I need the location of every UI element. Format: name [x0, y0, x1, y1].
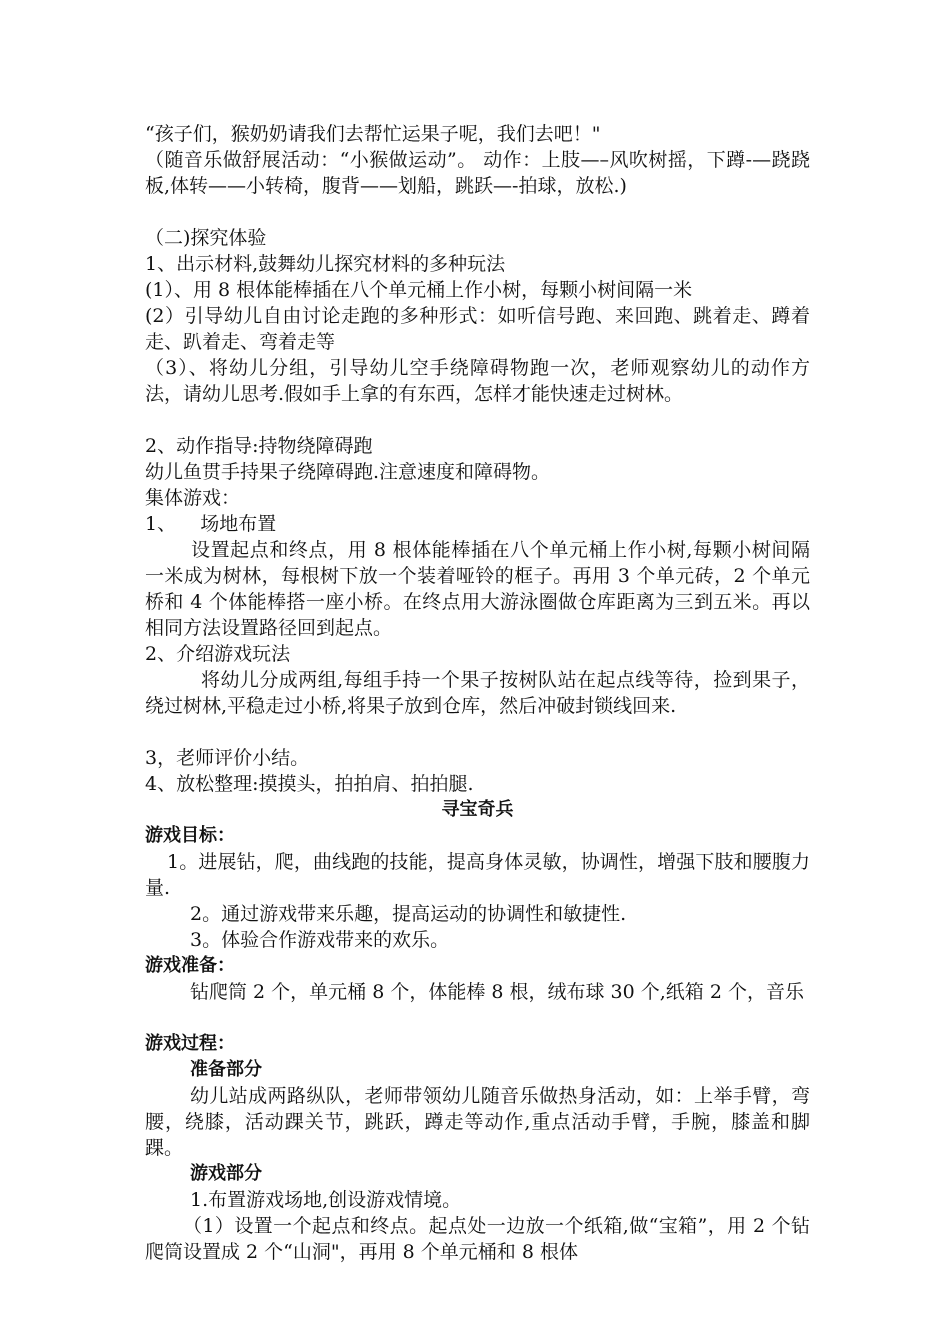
relax-line: 4、放松整理:摸摸头，拍拍肩、拍拍腿. [145, 773, 474, 795]
section-heading-explore: （二)探究体验 [145, 227, 267, 249]
intro-line: “孩子们，猴奶奶请我们去帮忙运果子呢，我们去吧！" [145, 123, 601, 145]
game-part-heading: 游戏部分 [190, 1163, 262, 1184]
step-1-item-3: （3）、将幼儿分组，引导幼儿空手绕障碍物跑一次，老师观察幼儿的动作方法，请幼儿思考.假如手上拿的有东西，怎样才能快速走过树林。 [145, 357, 810, 405]
evaluation-line: 3，老师评价小结。 [145, 747, 310, 769]
ready-heading: 准备部分 [190, 1059, 262, 1080]
rules-paragraph: 将幼儿分成两组,每组手持一个果子按树队站在起点线等待，捡到果子，绕过树林,平稳走过小桥,将果子放到仓库，然后冲破封锁线回来. [145, 669, 810, 717]
ready-paragraph: 幼儿站成两路纵队，老师带领幼儿随音乐做热身活动，如：上举手臂，弯腰，绕膝，活动踝关节，跳跃，蹲走等动作,重点活动手臂，手腕，膝盖和脚踝。 [145, 1085, 810, 1159]
goal-heading: 游戏目标： [145, 825, 235, 846]
game-step-1-item-1: （1）设置一个起点和终点。起点处一边放一个纸箱,做“宝箱”，用 2 个钻爬筒设置成 2 个“山洞"，再用 8 个单元桶和 8 根体 [145, 1215, 810, 1263]
prep-heading: 游戏准备： [145, 955, 235, 976]
step-2-heading: 2、动作指导:持物绕障碍跑 [145, 435, 373, 457]
rules-heading: 2、介绍游戏玩法 [145, 643, 291, 665]
step-1-item-2: (2）引导幼儿自由讨论走跑的多种形式：如听信号跑、来回跑、跳着走、蹲着走、趴着走、弯着走等 [145, 305, 810, 353]
process-heading: 游戏过程： [145, 1033, 235, 1054]
step-1-heading: 1、出示材料,鼓舞幼儿探究材料的多种玩法 [145, 253, 506, 275]
group-game-heading: 集体游戏： [145, 487, 241, 509]
document-page [145, 121, 810, 1265]
step-1-item-1: (1）、用 8 根体能棒插在八个单元桶上作小树，每颗小树间隔一米 [145, 279, 693, 301]
warmup-paragraph: （随音乐做舒展活动：“小猴做运动”。 动作：上肢—–风吹树摇，下蹲-—跷跷板,体转——小转椅，腹背——划船，跳跃—-拍球，放松.) [145, 149, 810, 197]
goal-item-1: 1。进展钻，爬，曲线跑的技能，提高身体灵敏，协调性，增强下肢和腰腹力量. [145, 851, 810, 899]
game-title: 寻宝奇兵 [441, 799, 514, 820]
setup-paragraph: 设置起点和终点，用 8 根体能棒插在八个单元桶上作小树,每颗小树间隔一米成为树林，每根树下放一个装着哑铃的框子。再用 3 个单元砖，2 个单元桥和 4 个体能棒搭一座小桥。在终点用大游泳圈做仓库距离为三到五米。再以相同方法设置路径回到起点。 [145, 539, 810, 639]
prep-paragraph: 钻爬筒 2 个，单元桶 8 个，体能棒 8 根，绒布球 30 个,纸箱 2 个，音乐 [190, 981, 804, 1003]
goal-item-3: 3。体验合作游戏带来的欢乐。 [190, 929, 450, 951]
goal-item-2: 2。通过游戏带来乐趣，提高运动的协调性和敏捷性. [190, 903, 627, 925]
step-2-text: 幼儿鱼贯手持果子绕障碍跑.注意速度和障碍物。 [145, 461, 551, 483]
game-step-1: 1.布置游戏场地,创设游戏情境。 [190, 1189, 462, 1211]
setup-heading: 1、 场地布置 [145, 513, 277, 535]
